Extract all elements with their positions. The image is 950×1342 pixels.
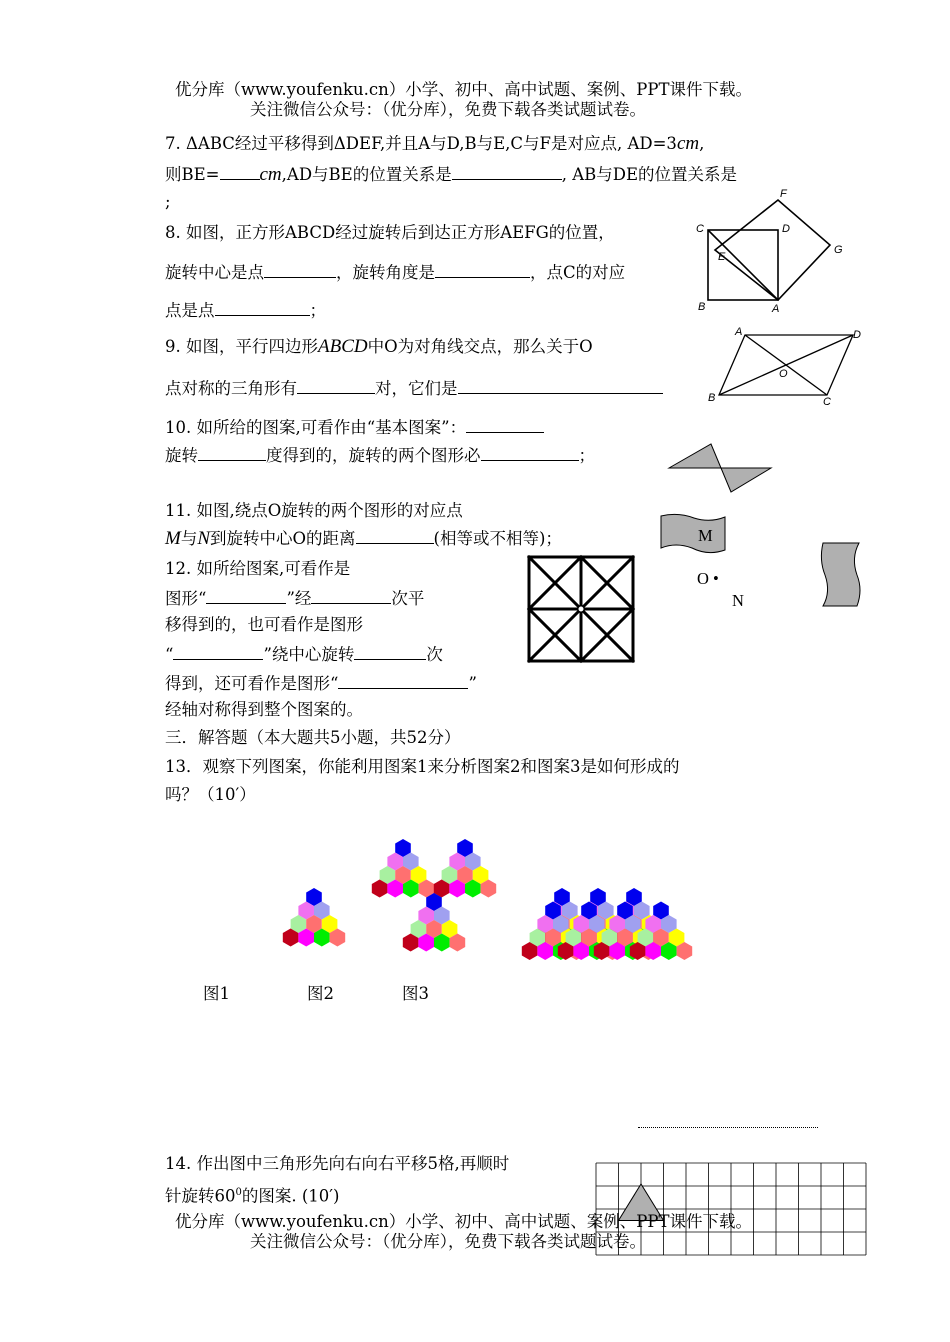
q7-text-2a: 则BE= (165, 165, 220, 184)
q11-blank-distance[interactable] (356, 527, 434, 544)
q12-blank-shape-1[interactable] (206, 587, 286, 604)
q8-text-3b: ； (309, 301, 326, 320)
q13-caption-2: 图2 (307, 984, 334, 1003)
q13-line-2: 吗？（10′） (165, 785, 256, 804)
q10-blank-property[interactable] (481, 444, 579, 461)
dotted-line (638, 1127, 818, 1128)
q12-text-2a: 图形“ (165, 589, 207, 608)
q12-text-2c: 次平 (391, 589, 425, 608)
q12-line-3: 移得到的，也可看作是图形 (165, 615, 363, 634)
label-e: E (718, 251, 726, 263)
q10-text-2c: ； (578, 446, 595, 465)
label-c: C (823, 396, 831, 408)
label-o: O (779, 368, 788, 380)
header-line-1: 优分库（www.youfenku.cn）小学、初中、高中试题、案例、PPT课件下载。 (175, 80, 752, 99)
q11-label-m: M (698, 526, 713, 545)
q7-text-2c: , AB与DE的位置关系是 (561, 165, 738, 184)
q11-text-2b: 到旋转中心O的距离 (210, 529, 356, 548)
q11-flag-n (815, 540, 863, 610)
q10-text-2a: 旋转 (165, 446, 198, 465)
q13-line-1: 13．观察下列图案，你能利用图案1来分析图案2和图案3是如何形成的 (165, 757, 680, 776)
label-d: D (853, 329, 861, 341)
square-aefg (715, 200, 830, 300)
q12-text-2b: ”经 (286, 589, 312, 608)
label-b: B (698, 301, 706, 313)
q8-blank-angle[interactable] (435, 261, 530, 278)
label-d: D (782, 223, 790, 235)
q13-hexagon-figures (260, 830, 690, 965)
q11-label-o (697, 569, 719, 589)
footer-line-1: 优分库（www.youfenku.cn）小学、初中、高中试题、案例、PPT课件下载。 (175, 1212, 752, 1231)
q7-line-1 (165, 134, 704, 154)
q13-caption-1: 图1 (203, 984, 230, 1003)
q7-unit-1: cm (676, 133, 700, 154)
q12-line-5 (165, 672, 477, 694)
q8-text-2c: ，点C的对应 (530, 263, 626, 282)
label-f: F (780, 188, 787, 200)
q8-text-2b: ，旋转角度是 (336, 263, 435, 282)
q10-blank-degree[interactable] (198, 444, 266, 461)
q11-text-2c: (相等或不相等)； (433, 529, 562, 548)
q9-text-1a: 9. 如图，平行四边形 (165, 337, 318, 356)
diagonal-bd (719, 335, 853, 395)
q12-blank-shape-3[interactable] (338, 672, 468, 689)
q11-o-letter: O (697, 569, 709, 588)
q11-n: N (197, 528, 211, 549)
q7-text-2b: ,AD与BE的位置关系是 (281, 165, 452, 184)
q8-line-2 (165, 261, 625, 283)
q11-line-2 (165, 527, 562, 549)
section-3-heading: 三．解答题（本大题共5小题，共52分） (165, 728, 461, 747)
q12-text-5b: ” (468, 674, 477, 693)
q13-caption-3: 图3 (402, 984, 429, 1003)
q8-line-1: 8. 如图，正方形ABCD经过旋转后到达正方形AEFG的位置， (165, 223, 615, 242)
q7-line-2 (165, 163, 737, 185)
q7-comma: , (699, 134, 705, 153)
q12-blank-times-1[interactable] (311, 587, 391, 604)
label-c: C (696, 223, 704, 235)
q7-line-3: ; (165, 192, 171, 211)
q9-text-2a: 点对称的三角形有 (165, 379, 297, 398)
q12-line-1: 12. 如所给图案,可看作是 (165, 559, 351, 578)
q12-blank-shape-2[interactable] (173, 643, 263, 660)
q12-text-4a: “ (165, 645, 174, 664)
q12-text-4b: ”绕中心旋转 (263, 645, 355, 664)
q10-line-2 (165, 444, 595, 466)
q12-blank-times-2[interactable] (354, 643, 426, 660)
q11-o-dot: • (713, 569, 719, 588)
q12-line-6: 经轴对称得到整个图案的。 (165, 700, 363, 719)
q11-flag-m (658, 512, 728, 554)
q11-text-2a: 与 (180, 529, 198, 548)
q8-text-2a: 旋转中心是点 (165, 263, 264, 282)
q12-grid-pattern (527, 555, 635, 663)
q9-line-2 (165, 377, 663, 399)
q14-line-2 (165, 1183, 339, 1207)
q8-blank-center[interactable] (264, 261, 336, 278)
q12-text-5a: 得到，还可看作是图形“ (165, 674, 339, 693)
q12-line-2 (165, 587, 424, 609)
q12-text-4c: 次 (426, 645, 443, 664)
q14-text-2a: 针旋转60 (165, 1186, 236, 1206)
q14-degree-sup: 0 (235, 1187, 242, 1198)
q9-line-1 (165, 337, 593, 357)
q9-text-1b: 中O为对角线交点，那么关于O (367, 337, 593, 356)
q9-text-2b: 对，它们是 (375, 379, 458, 398)
q7-blank-ad-be[interactable] (452, 163, 562, 180)
q14-text-2b: 的图案. (10′) (241, 1186, 340, 1206)
q11-line-1: 11. 如图,绕点O旋转的两个图形的对应点 (165, 501, 463, 520)
q10-rotation-shape (665, 440, 775, 496)
q8-line-3 (165, 299, 326, 321)
label-g: G (834, 244, 843, 256)
q11-label-n: N (732, 591, 744, 610)
q7-blank-be[interactable] (220, 163, 260, 180)
q7-unit-2: cm (259, 164, 282, 185)
q10-line-1 (165, 416, 544, 438)
q10-text-1: 10. 如所给的图案,可看作由“基本图案”： (165, 418, 467, 437)
diagonal-ca (708, 230, 778, 300)
q10-blank-basic[interactable] (466, 416, 544, 433)
label-a: A (772, 303, 780, 315)
q9-blank-count[interactable] (297, 377, 375, 394)
q8-text-3a: 点是点 (165, 301, 215, 320)
label-a: A (735, 326, 743, 338)
q14-line-1: 14. 作出图中三角形先向右向右平移5格,再顺时 (165, 1154, 510, 1173)
footer-line-2: 关注微信公众号：（优分库），免费下载各类试题试卷。 (250, 1232, 646, 1251)
q11-m: M (165, 528, 181, 549)
q9-abcd: ABCD (318, 336, 368, 357)
q12-line-4 (165, 643, 443, 665)
label-b: B (708, 392, 716, 404)
q8-blank-point[interactable] (215, 299, 310, 316)
q7-text-1: 7. ΔABC经过平移得到ΔDEF,并且A与D,B与E,C与F是对应点, AD=3 (165, 134, 677, 153)
q9-blank-triangles[interactable] (458, 377, 663, 394)
q10-text-2b: 度得到的，旋转的两个图形必 (266, 446, 481, 465)
q8-squares-figure (690, 185, 850, 320)
header-line-2: 关注微信公众号：（优分库），免费下载各类试题试卷。 (250, 100, 646, 119)
q9-parallelogram-figure (705, 325, 860, 410)
